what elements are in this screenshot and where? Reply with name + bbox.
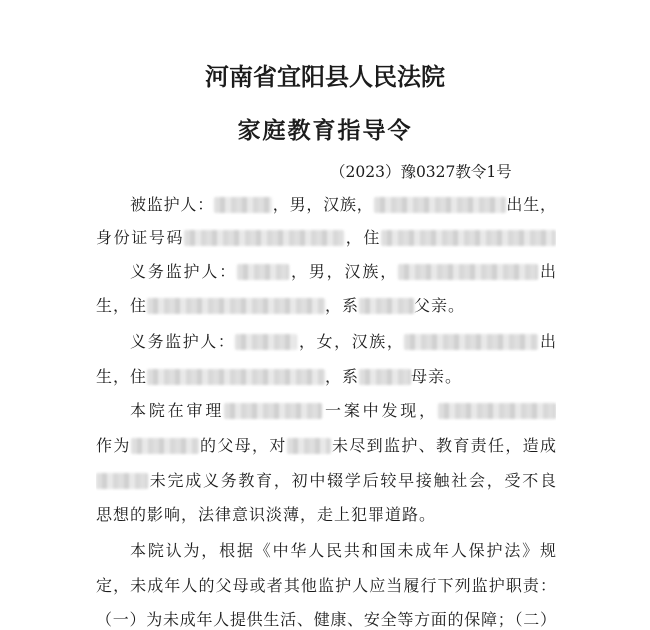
finding-text: 作为 [96, 436, 131, 455]
guardian-1-cont-line [96, 296, 556, 316]
court-name: 河南省宜阳县人民法院 [205, 62, 445, 91]
guardian-1-residence-label: 生，住 [96, 296, 148, 315]
redacted-text [374, 197, 506, 213]
finding-line-3 [96, 471, 556, 491]
guardian-2-gender-ethnicity: ，女，汉族， [297, 332, 405, 351]
redacted-text [184, 230, 344, 246]
residence-label: ，住 [344, 228, 381, 247]
finding-text: 未完成义务教育，初中辍学后较早接触社会，受不良 [148, 471, 556, 490]
finding-line-2 [96, 436, 556, 456]
redacted-text [359, 369, 411, 385]
id-number-label: 身份证号码 [96, 228, 185, 247]
finding-text: 思想的影响，法律意识淡薄，走上犯罪道路。 [96, 505, 437, 524]
finding-text: 未尽到监护、教育责任，造成 [330, 436, 556, 455]
guardian-2-relation: 母亲。 [411, 367, 463, 386]
opinion-text: （一）为未成年人提供生活、健康、安全等方面的保障；（二） [96, 610, 556, 629]
redacted-text [359, 298, 414, 314]
guardian-1-born: 出 [538, 262, 556, 281]
finding-line-4 [96, 505, 556, 525]
redacted-text [96, 473, 148, 489]
ward-born: 出生， [505, 195, 556, 214]
redacted-text [214, 197, 272, 213]
ward-gender-ethnicity: ，男，汉族， [272, 195, 374, 214]
opinion-text: 本院认为，根据《中华人民共和国未成年人保护法》规 [130, 541, 556, 560]
redacted-text [147, 298, 325, 314]
opinion-text: 定，未成年人的父母或者其他监护人应当履行下列监护职责： [96, 576, 556, 595]
opinion-line-1 [130, 541, 556, 561]
guardian-2-born: 出 [538, 332, 556, 351]
redacted-text [287, 438, 331, 454]
guardian-1-label: 义务监护人： [130, 262, 238, 281]
guardian-2-cont-line [96, 367, 556, 387]
redacted-text [381, 230, 556, 246]
redacted-text [235, 334, 297, 350]
guardian-2-residence-label: 生，住 [96, 367, 148, 386]
guardian-1-relation-label: ，系 [325, 296, 360, 315]
opinion-line-2 [96, 576, 556, 596]
finding-text: 一案中发现， [322, 401, 438, 420]
redacted-text [398, 264, 538, 280]
ward-line [130, 195, 556, 215]
finding-text: 本院在审理 [130, 401, 225, 420]
redacted-text [147, 369, 325, 385]
guardian-2-line [130, 332, 556, 352]
guardian-1-relation: 父亲。 [414, 296, 466, 315]
ward-label: 被监护人： [130, 195, 214, 214]
guardian-1-gender-ethnicity: ，男，汉族， [289, 262, 399, 281]
finding-line-1 [130, 401, 556, 421]
redacted-text [131, 438, 199, 454]
redacted-text [237, 264, 289, 280]
redacted-text [438, 403, 556, 419]
redacted-text [404, 334, 538, 350]
opinion-line-3 [96, 610, 556, 630]
document-title: 家庭教育指导令 [237, 117, 413, 144]
ward-id-line [96, 228, 556, 248]
guardian-2-label: 义务监护人： [130, 332, 236, 351]
case-number: （2023）豫0327教令1号 [330, 163, 512, 181]
finding-text: 的父母，对 [198, 436, 287, 455]
redacted-text [224, 403, 322, 419]
guardian-2-relation-label: ，系 [325, 367, 360, 386]
guardian-1-line [130, 262, 556, 282]
